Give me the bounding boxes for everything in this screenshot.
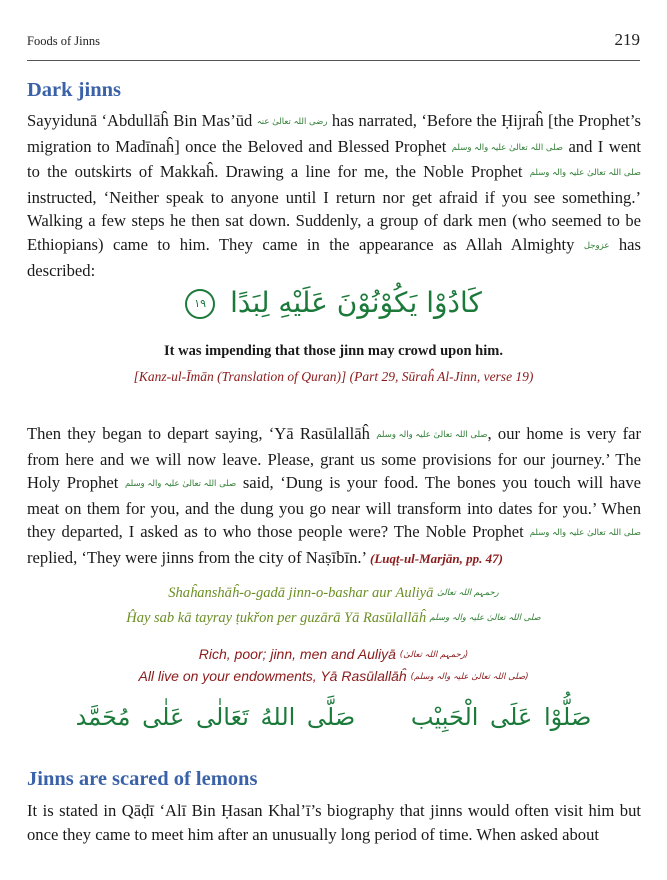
- verse-translation: It was impending that those jinn may crowd upon him.: [164, 343, 503, 359]
- honorific-glyph: صلی اللہ تعالیٰ علیہ والہ وسلم: [429, 613, 541, 623]
- text-run: said, ‘Dung is your food. The bones you touch will have meat on them for you, and the dung you go near will transform into dates for you.’ When they departed, I asked as to who those people were? The Noble Prophet: [27, 473, 641, 542]
- section-heading-lemons: Jinns are scared of lemons: [27, 768, 258, 790]
- poem-line-1: [0, 585, 667, 602]
- poem-line-2: [0, 610, 667, 627]
- honorific-glyph: صلی اللہ تعالیٰ علیہ والہ وسلم: [376, 430, 488, 440]
- honorific-glyph: رضی اللہ تعالیٰ عنہ: [256, 117, 328, 127]
- durood-part-2: صَلَّى اللهُ تَعَالٰى عَلٰى مُحَمَّد: [75, 703, 356, 731]
- text-run: replied, ‘They were jinns from the city of Naṣībīn.’: [27, 547, 366, 567]
- honorific-glyph: صلی اللہ تعالیٰ علیہ والہ وسلم: [124, 479, 237, 490]
- poem-text: Ĥay sab kā tayray ṭukřon per guzārā Yā Rasūlallāĥ: [126, 610, 426, 626]
- poem-translation-text: Rich, poor; jinn, men and Auliyā: [198, 646, 396, 662]
- text-run: Then they began to depart saying, ‘Yā Rasūlallāĥ: [27, 424, 370, 443]
- reference-citation: (Luqṭ-ul-Marjān, pp. 47): [370, 550, 503, 566]
- honorific-glyph: صلی اللہ تعالیٰ علیہ والہ وسلم: [529, 528, 641, 539]
- paragraph-lemons: It is stated in Qāḍī ‘Alī Bin Ḥasan Khal’ī’s biography that jinns would often visit him but once they came to meet him after an unusually long period of time. When asked about: [27, 801, 641, 844]
- honorific-glyph: عزوجل: [583, 240, 610, 251]
- ayah-number-mark: ١٩: [185, 289, 215, 319]
- running-title: Foods of Jinns: [27, 34, 100, 48]
- poem-translation-line-2: [0, 668, 667, 684]
- paragraph-dark-jinns-1: [27, 109, 641, 282]
- verse-text: كَادُوْا يَكُوْنُوْنَ عَلَيْهِ لِبَدًا: [230, 286, 482, 319]
- verse-citation: [Kanz-ul-Īmān (Translation of Quran)] (Part 29, Sūraĥ Al-Jinn, verse 19): [133, 369, 534, 384]
- header-divider: [27, 60, 640, 61]
- running-header: [27, 30, 640, 54]
- quran-verse-arabic: [0, 286, 667, 319]
- durood-arabic: [0, 703, 667, 731]
- page-number: 219: [614, 30, 640, 49]
- text-run: has narrated, ‘Before the Ḥijraĥ [the Prophet’s migration to Madīnaĥ] once the Beloved and Blessed Prophet: [27, 111, 641, 156]
- poem-translation-text: All live on your endowments, Yā Rasūlallāĥ: [138, 668, 407, 684]
- honorific-glyph: صلی اللہ تعالیٰ علیہ والہ وسلم: [529, 168, 641, 179]
- text-run: has described:: [27, 234, 641, 280]
- text-run: and I went to the outskirts of Makkaĥ. Drawing a line for me, the Noble Prophet: [27, 136, 641, 182]
- text-run: instructed, ‘Neither speak to anyone until I return nor get afraid if you see something.’ Walking a few steps he then sat down. Suddenly, a group of dark men (who seemed to be Ethiopians) came to him. They came in the appearance as Allah Almighty: [27, 187, 641, 254]
- honorific-glyph: (رحمہم اللہ تعالیٰ): [399, 650, 469, 660]
- honorific-glyph: صلی اللہ تعالیٰ علیہ والہ وسلم: [451, 142, 564, 153]
- section-heading-dark-jinns: Dark jinns: [27, 79, 121, 101]
- durood-part-1: صَلُّوْا عَلَى الْحَبِيْب: [410, 703, 592, 731]
- text-run: , our home is very far from here and we will now leave. Please, grant us some provisions for our journey.’ The Holy Prophet: [27, 424, 641, 493]
- poem-translation-line-1: [0, 646, 667, 662]
- poem-text: Shaĥanshāĥ-o-gadā jinn-o-bashar aur Auliyā: [168, 585, 434, 601]
- text-run: Sayyidunā ‘Abdullāĥ Bin Mas’ūd: [27, 111, 253, 130]
- honorific-glyph: (صلی اللہ تعالیٰ علیہ والہ وسلم): [410, 672, 529, 682]
- paragraph-dark-jinns-2: [27, 422, 641, 571]
- honorific-glyph: رحمہم اللہ تعالیٰ: [436, 588, 499, 598]
